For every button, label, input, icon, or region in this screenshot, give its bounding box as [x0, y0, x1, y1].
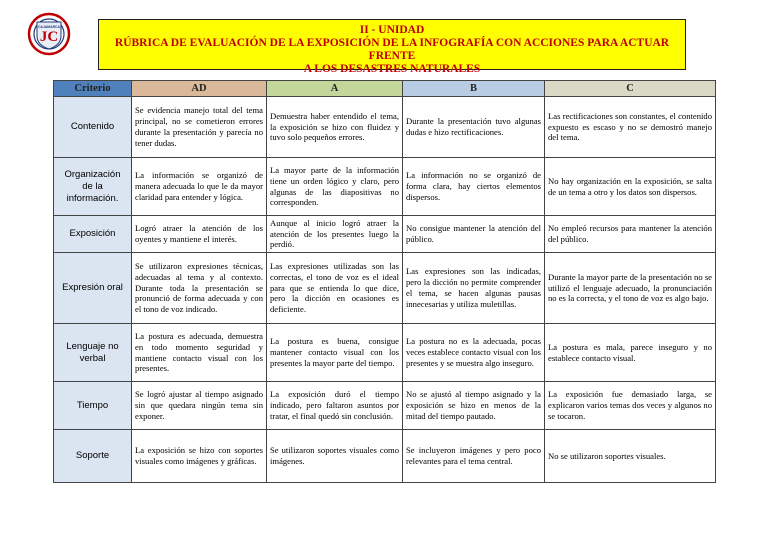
column-header-ad: AD: [132, 81, 267, 97]
table-row: [54, 158, 716, 216]
level-c-cell: No se utilizaron soportes visuales.: [545, 430, 716, 483]
column-header-criterio: Criterio: [54, 81, 132, 97]
level-ad-cell: Logró atraer la atención de los oyentes y mantiene el interés.: [132, 216, 267, 253]
criterion-cell: Expresión oral: [54, 253, 132, 324]
level-a-cell: Las expresiones utilizadas son las correctas, el tono de voz es el ideal para que se entienda lo que dice, pero la dicción en ocasiones es deficiente.: [267, 253, 403, 324]
table-row: [54, 382, 716, 430]
level-a-cell: La postura es buena, consigue mantener contacto visual con los presentes la mayor parte del tiempo.: [267, 324, 403, 382]
table-row: [54, 253, 716, 324]
table-row: [54, 430, 716, 483]
level-c-cell: Durante la mayor parte de la presentación no se utilizó el lenguaje adecuado, la pronunciación no es la correcta, y el tono de voz es algo bajo.: [545, 253, 716, 324]
header-row: [54, 81, 716, 97]
level-a-cell: La mayor parte de la información tiene un orden lógico y claro, pero algunas de las diapositivas no corresponden.: [267, 158, 403, 216]
criterion-cell: Tiempo: [54, 382, 132, 430]
table-row: [54, 324, 716, 382]
criterion-cell: Contenido: [54, 97, 132, 158]
unit-label: II - UNIDAD: [359, 24, 425, 36]
level-b-cell: Durante la presentación tuvo algunas dudas e hizo rectificaciones.: [403, 97, 545, 158]
rubric-title-line2: A LOS DESASTRES NATURALES: [303, 63, 481, 75]
rubric-title-line1: RÚBRICA DE EVALUACIÓN DE LA EXPOSICIÓN DE LA INFOGRAFÍA CON ACCIONES PARA ACTUAR FRENTE: [114, 37, 670, 62]
table-row: [54, 97, 716, 158]
level-ad-cell: La exposición se hizo con soportes visuales como imágenes y gráficas.: [132, 430, 267, 483]
level-b-cell: Se incluyeron imágenes y pero poco relevantes para el tema central.: [403, 430, 545, 483]
level-ad-cell: Se logró ajustar al tiempo asignado sin que quedara ningún tema sin exponer.: [132, 382, 267, 430]
level-ad-cell: La postura es adecuada, demuestra en todo momento seguridad y mantiene contacto visual con los presentes.: [132, 324, 267, 382]
level-c-cell: No hay organización en la exposición, se salta de un tema a otro y los datos son dispersos.: [545, 158, 716, 216]
level-c-cell: Las rectificaciones son constantes, el contenido expuesto es escaso y no se demostró manejo del tema.: [545, 97, 716, 158]
column-header-b: B: [403, 81, 545, 97]
table-row: [54, 216, 716, 253]
column-header-c: C: [545, 81, 716, 97]
logo-caption: CAJAMARCA: [38, 25, 60, 29]
school-logo: [27, 12, 71, 56]
level-a-cell: Se utilizaron soportes visuales como imágenes.: [267, 430, 403, 483]
level-ad-cell: Se utilizaron expresiones técnicas, adecuadas al tema y al contexto. Durante toda la presentación se pronunció de forma adecuada y con el tono de voz indicado.: [132, 253, 267, 324]
column-header-a: A: [267, 81, 403, 97]
level-b-cell: No consigue mantener la atención del público.: [403, 216, 545, 253]
shield-icon: [27, 12, 71, 56]
criterion-cell: Exposición: [54, 216, 132, 253]
logo-letters: JC: [39, 29, 59, 45]
level-ad-cell: La información se organizó de manera adecuada lo que le da mayor claridad para entender y lógica.: [132, 158, 267, 216]
level-b-cell: No se ajustó al tiempo asignado y la exposición se hizo en menos de la mitad del tiempo pautado.: [403, 382, 545, 430]
level-c-cell: La postura es mala, parece inseguro y no establece contacto visual.: [545, 324, 716, 382]
criterion-cell: Lenguaje no verbal: [54, 324, 132, 382]
rubric-table: [53, 80, 716, 483]
level-a-cell: Demuestra haber entendido el tema, la exposición se hizo con fluidez y tuvo solo pequeños errores.: [267, 97, 403, 158]
level-b-cell: La información no se organizó de forma clara, hay ciertos elementos dispersos.: [403, 158, 545, 216]
level-b-cell: Las expresiones son las indicadas, pero la dicción no permite comprender el tema, se hacen algunas pausas innecesarias y utiliza muletillas.: [403, 253, 545, 324]
criterion-cell: Soporte: [54, 430, 132, 483]
level-c-cell: La exposición fue demasiado larga, se explicaron varios temas dos veces y algunos no se tocaron.: [545, 382, 716, 430]
level-a-cell: Aunque al inicio logró atraer la atención de los presentes luego la perdió.: [267, 216, 403, 253]
title-banner: [98, 19, 686, 75]
level-c-cell: No empleó recursos para mantener la atención del público.: [545, 216, 716, 253]
level-ad-cell: Se evidencia manejo total del tema principal, no se cometieron errores durante la presentación y parecía no tener dudas.: [132, 97, 267, 158]
criterion-cell: Organización de la información.: [54, 158, 132, 216]
level-b-cell: La postura no es la adecuada, pocas veces establece contacto visual con los presentes y se muestra algo inseguro.: [403, 324, 545, 382]
level-a-cell: La exposición duró el tiempo indicado, pero faltaron asuntos por tratar, el final quedó sin conclusión.: [267, 382, 403, 430]
